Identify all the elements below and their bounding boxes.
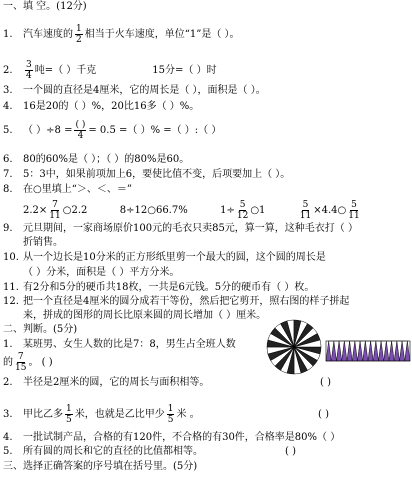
- numerator: 3: [26, 60, 32, 70]
- question-number: 10.: [3, 252, 19, 263]
- judge-1: [3, 340, 236, 350]
- question-8: [3, 185, 132, 195]
- question-text: 。 ( ): [28, 357, 53, 368]
- question-number: 3.: [3, 409, 13, 420]
- question-text: 在○里填上“＞、＜、＝”: [23, 184, 132, 195]
- numerator: 5: [302, 200, 309, 210]
- question-text-continued: 折销售。: [23, 237, 63, 248]
- question-text: 所有圆的周长和它的直径的比值都相等。: [23, 446, 203, 457]
- question-number: 2.: [3, 377, 13, 388]
- question-number: 9.: [3, 223, 13, 234]
- question-number: 5.: [3, 125, 13, 136]
- question-text: 甲比乙多: [23, 409, 63, 420]
- numerator: 5: [239, 200, 246, 210]
- question-number: 7.: [3, 169, 13, 180]
- question-number: 11.: [3, 282, 19, 293]
- question-2: [3, 60, 217, 81]
- question-1: [3, 24, 240, 45]
- numerator: 7: [17, 352, 24, 362]
- numerator: 1: [76, 24, 82, 34]
- question-text: 有2分和5分的硬币共18枚，一共是6元钱。5分的硬币有（ ）枚。: [23, 282, 315, 293]
- judge-5: [3, 447, 203, 457]
- denominator: 4: [26, 71, 32, 81]
- numerator: 7: [52, 200, 58, 210]
- question-text-continued: （ ）分米，面积是（ ）平方分米。: [23, 267, 180, 278]
- question-number: 12.: [3, 296, 19, 307]
- section-heading-fill-in: 一、填 空。(12分): [3, 1, 87, 12]
- section-heading-true-false: 二、判断。(5分): [3, 324, 78, 335]
- question-3: [3, 86, 266, 96]
- judge-3: [3, 404, 200, 425]
- denominator: 11: [49, 211, 61, 221]
- answer-parentheses: ( ): [285, 446, 296, 457]
- question-number: 1.: [3, 29, 13, 40]
- judge-4: [3, 433, 340, 443]
- question-text: 半径是2厘米的圆，它的周长与面积相等。: [23, 377, 210, 388]
- judge-2: [3, 378, 209, 388]
- judge-1-continued: [3, 352, 53, 373]
- fraction: [237, 200, 248, 221]
- question-number: 5.: [3, 446, 13, 457]
- comparison-row: [23, 200, 362, 221]
- question-10: [3, 253, 326, 263]
- denominator: 15: [15, 363, 27, 373]
- comparison-item: ○2.2: [62, 205, 88, 216]
- comparison-item: ○1: [250, 205, 266, 216]
- denominator: 12: [236, 211, 249, 221]
- denominator: 4: [77, 131, 84, 141]
- numerator: ( ): [75, 120, 86, 130]
- sectored-circle-figure: [265, 318, 323, 376]
- question-text: 16是20的（ ）%，20比16多（ ）%。: [23, 101, 200, 112]
- fraction: [15, 352, 26, 373]
- question-text: 相当于火车速度，单位“1”是（ ）。: [84, 29, 240, 40]
- question-text: 吨=（ ）千克: [34, 65, 97, 76]
- question-7: [3, 170, 290, 180]
- fraction: [49, 200, 60, 221]
- question-9: [3, 224, 358, 234]
- question-text: 一个圆的直径是4厘米，它的周长是（ ），面积是（ ）。: [23, 85, 266, 96]
- question-text: 汽车速度的: [23, 29, 73, 40]
- question-number: 2.: [3, 65, 13, 76]
- comparison-item: ×4.4○: [313, 205, 347, 216]
- answer-parentheses: ( ): [318, 409, 329, 420]
- answer-parentheses: ( ): [320, 377, 331, 388]
- question-text: （ ）÷8 =: [23, 125, 73, 136]
- question-number: 6.: [3, 154, 13, 165]
- question-text: 米 。: [176, 409, 200, 420]
- question-number: 8.: [3, 184, 13, 195]
- question-text-continued: 来，拼成的图形的周长比原来圆的周长增加（ ）厘米。: [23, 310, 267, 321]
- fraction: [25, 60, 33, 81]
- fraction: [167, 404, 175, 425]
- fraction: [75, 24, 83, 45]
- denominator: 2: [76, 35, 82, 45]
- question-11: [3, 283, 314, 293]
- question-text: 从一个边长是10分米的正方形纸里剪一个最大的圆，这个圆的周长是: [23, 252, 326, 263]
- comparison-item: 8÷12○66.7%: [119, 205, 188, 216]
- question-text: 元旦期间，一家商场原价100元的毛衣只卖85元，算一算，这种毛衣打（ ）: [23, 223, 358, 234]
- question-text: 把一个直径是4厘米的圆分成若干等份，然后把它剪开，照右图的样子拼起: [23, 296, 350, 307]
- fraction: [65, 404, 73, 425]
- question-number: 3.: [3, 85, 13, 96]
- comparison-item: 1÷: [220, 205, 235, 216]
- numerator: 5: [351, 200, 357, 210]
- rearranged-wedges-figure: [325, 340, 411, 362]
- denominator: 5: [167, 415, 174, 425]
- question-text: 米，也就是乙比甲少: [74, 409, 165, 420]
- question-text: 5：3中，如果前项加上6，要使比值不变，后项要加上（ ）。: [23, 169, 291, 180]
- question-number: 1.: [3, 339, 13, 350]
- comparison-item: 2.2×: [23, 205, 48, 216]
- section-heading-multiple-choice: 三、选择正确答案的序号填在括号里。(5分): [3, 461, 198, 472]
- question-5: [3, 120, 221, 141]
- question-text: 某班男、女生人数的比是7：8，男生占全班人数: [23, 339, 236, 350]
- question-text: = 0.5 =（ ）% =（ ）:（ ）: [88, 125, 222, 136]
- question-number: 4.: [3, 101, 13, 112]
- question-4: [3, 102, 199, 112]
- question-number: 4.: [3, 432, 13, 443]
- numerator: 1: [66, 404, 72, 414]
- question-6: [3, 155, 189, 165]
- denominator: 11: [299, 211, 312, 221]
- fraction: [300, 200, 311, 221]
- fraction: [348, 200, 359, 221]
- denominator: 11: [348, 211, 360, 221]
- question-text: 80的60%是（ ）；（ ）的80%是60。: [23, 154, 190, 165]
- fraction: [74, 120, 86, 141]
- question-12: [3, 297, 349, 307]
- question-text: 15分=（ ）时: [152, 65, 217, 76]
- denominator: 5: [66, 415, 72, 425]
- question-text: 的: [3, 357, 13, 368]
- question-text: 一批试制产品，合格的有120件，不合格的有30件，合格率是80%（ ）: [23, 432, 341, 443]
- numerator: 1: [167, 404, 174, 414]
